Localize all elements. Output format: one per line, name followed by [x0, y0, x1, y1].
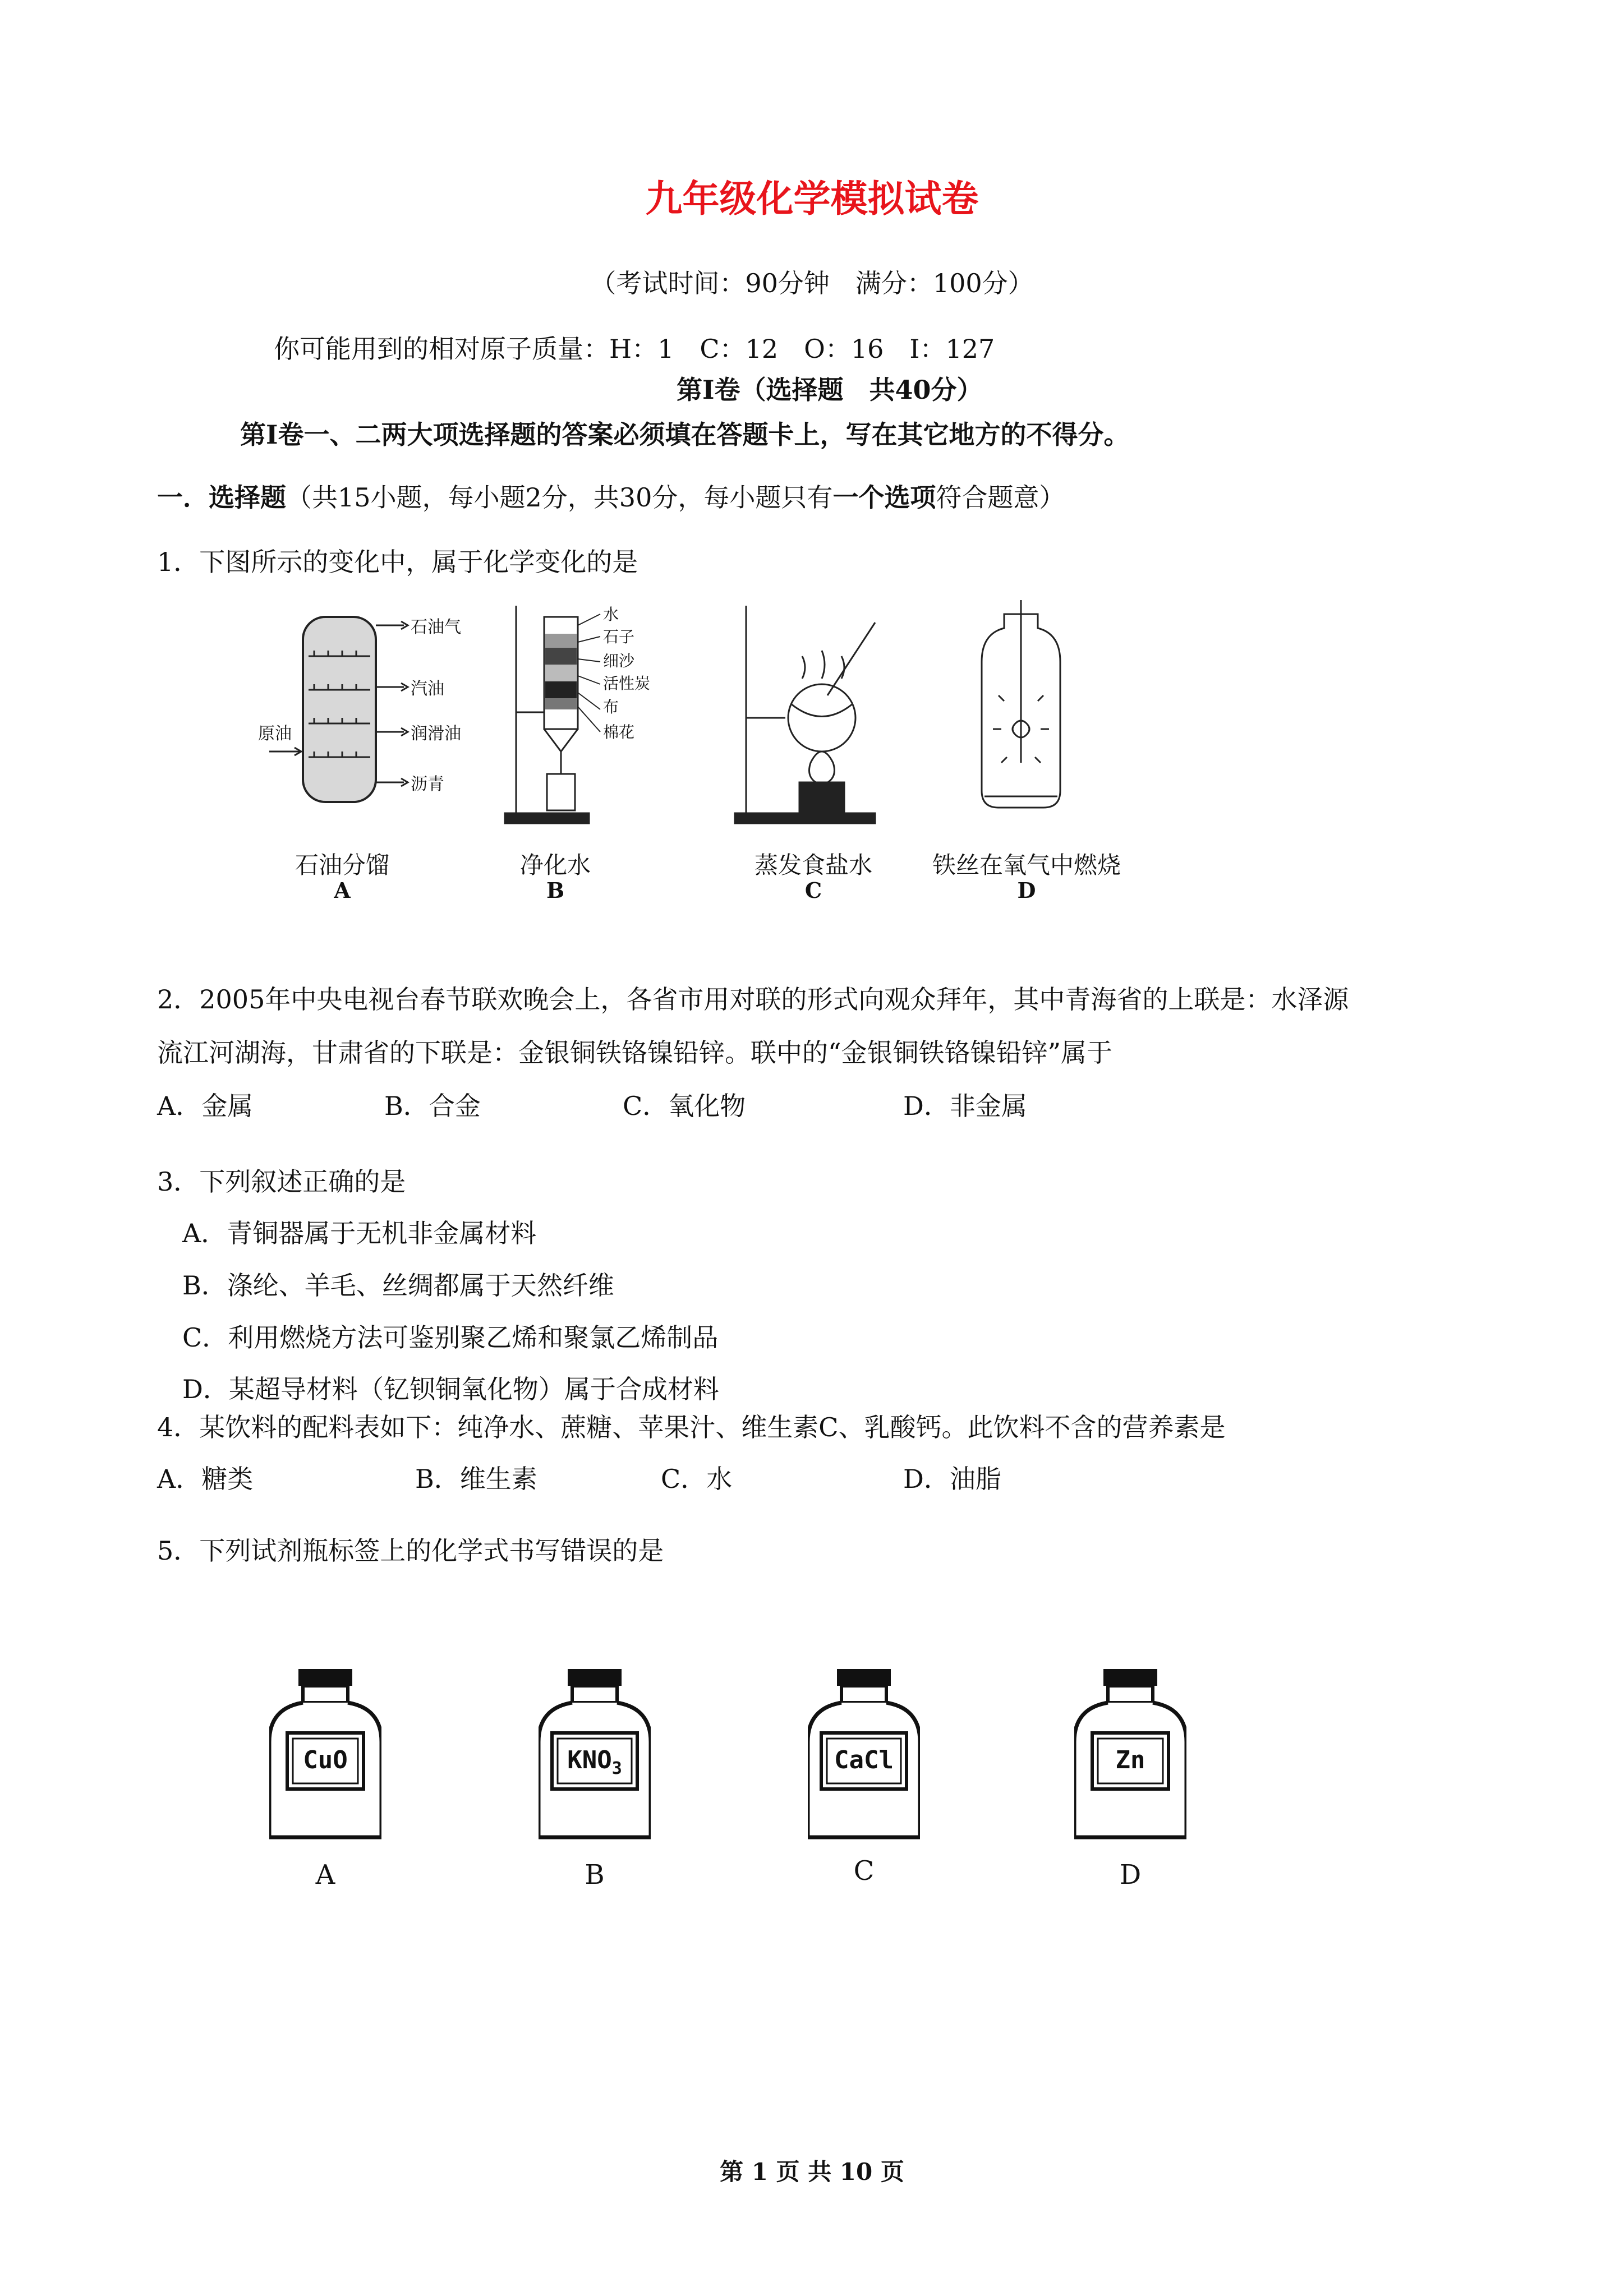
bottle-a	[269, 1666, 381, 1901]
q2-stem-line1: 2．2005年中央电视台春节联欢晚会上，各省市用对联的形式向观众拜年，其中青海省的上联是：水泽源	[157, 984, 1349, 1015]
bottle-b-formula	[539, 1746, 651, 1778]
q5-letter-b: B	[585, 1859, 605, 1891]
label-gasoline: 汽油	[411, 679, 444, 699]
bottle-b-formula-subscript: 3	[611, 1758, 622, 1778]
q2-option-c: C．氧化物	[623, 1091, 746, 1121]
page-title: 九年级化学模拟试卷	[645, 177, 979, 220]
label-pebbles: 石子	[603, 628, 635, 646]
exam-info: （考试时间：90分钟 满分：100分）	[590, 268, 1034, 298]
instruction: 第Ⅰ卷一、二两大项选择题的答案必须填在答题卡上，写在其它地方的不得分。	[240, 419, 1130, 450]
atomic-masses: 你可能用到的相对原子质量：H：1 C：12 O：16 I：127	[274, 334, 995, 364]
q5-figure	[269, 1666, 1223, 1901]
q2-option-d: D．非金属	[903, 1091, 1027, 1121]
part1-lead: 一．选择题	[157, 482, 286, 513]
label-water: 水	[603, 605, 619, 624]
q1-caption-b: 净化水	[519, 851, 591, 879]
q4-option-d: D．油脂	[903, 1464, 1001, 1494]
q2-stem-line2: 流江河湖海，甘肃省的下联是：金银铜铁铬镍铅锌。联中的“金银铜铁铬镍铅锌”属于	[157, 1038, 1113, 1068]
label-petroleum-gas: 石油气	[411, 617, 461, 637]
q1-caption-d: 铁丝在氧气中燃烧	[932, 851, 1121, 879]
q3-option-b: B．涤纶、羊毛、丝绸都属于天然纤维	[182, 1270, 614, 1301]
evaporation-diagram	[729, 594, 898, 836]
q1-letter-a: A	[334, 878, 351, 903]
label-cloth: 布	[603, 698, 619, 716]
q4-option-a: A．糖类	[157, 1464, 254, 1494]
bottle-d-formula: Zn	[1115, 1746, 1145, 1774]
q1-caption-c: 蒸发食盐水	[754, 851, 872, 879]
q1-letter-b: B	[546, 878, 565, 903]
q1-letter-d: D	[1017, 878, 1036, 903]
q3-stem: 3．下列叙述正确的是	[157, 1167, 406, 1197]
q4-option-c: C．水	[661, 1464, 733, 1494]
q1-letter-c: C	[804, 878, 822, 903]
q1-caption-a: 石油分馏	[295, 851, 389, 879]
part1-pre: （共15小题，每小题2分，共30分，每小题只有	[286, 482, 833, 513]
bottle-a-formula: CuO	[303, 1746, 348, 1774]
q5-letter-d: D	[1119, 1859, 1142, 1891]
bottle-c-formula: CaCl	[834, 1746, 894, 1774]
bottle-d	[1074, 1666, 1186, 1901]
q5-letter-a: A	[315, 1859, 335, 1891]
q2-option-a: A．金属	[157, 1091, 254, 1121]
q2-option-b: B．合金	[384, 1091, 481, 1121]
label-sand: 细沙	[603, 652, 635, 670]
q1-figure	[247, 594, 1156, 909]
q4-option-b: B．维生素	[415, 1464, 537, 1494]
iron-burning-diagram	[954, 594, 1088, 836]
part1-post: 符合题意）	[936, 482, 1065, 513]
q5-stem: 5．下列试剂瓶标签上的化学式书写错误的是	[157, 1536, 664, 1566]
q3-option-c: C．利用燃烧方法可鉴别聚乙烯和聚氯乙烯制品	[182, 1322, 719, 1353]
q4-stem: 4．某饮料的配料表如下：纯净水、蔗糖、苹果汁、维生素C、乳酸钙。此饮料不含的营养素是	[157, 1412, 1226, 1442]
page-footer: 第 1 页 共 10 页	[720, 2158, 904, 2186]
distillation-column-diagram	[247, 594, 482, 836]
bottle-c	[808, 1666, 920, 1901]
q3-option-a: A．青铜器属于无机非金属材料	[182, 1218, 537, 1248]
label-lubricant: 润滑油	[411, 724, 461, 744]
label-cotton: 棉花	[603, 723, 635, 741]
part1-bold: 一个选项	[832, 482, 936, 513]
q1-stem: 1．下图所示的变化中，属于化学变化的是	[157, 547, 638, 577]
q5-letter-c: C	[853, 1855, 875, 1887]
bottle-b-formula-main: KNO	[567, 1746, 612, 1774]
q3-option-d: D．某超导材料（钇钡铜氧化物）属于合成材料	[182, 1374, 719, 1404]
section-heading: 第Ⅰ卷（选择题 共40分）	[677, 375, 983, 405]
label-charcoal: 活性炭	[603, 674, 651, 693]
part1-heading	[157, 482, 1065, 513]
label-crude-oil: 原油	[258, 724, 292, 744]
water-purifier-diagram	[494, 594, 684, 836]
label-asphalt: 沥青	[411, 774, 444, 794]
bottle-b	[539, 1666, 651, 1901]
